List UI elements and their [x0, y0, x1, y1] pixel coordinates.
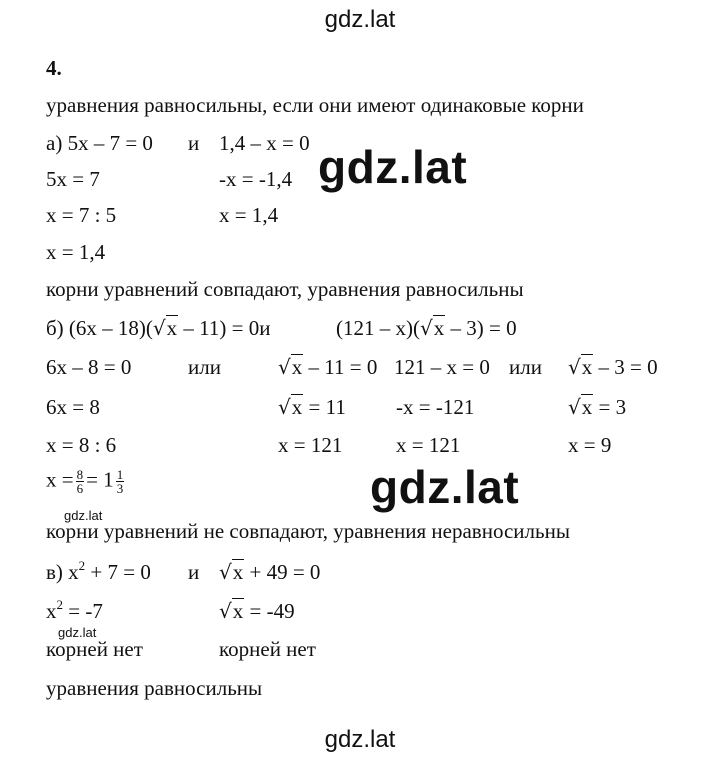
part-b-step: √x – 3 = 0: [568, 355, 658, 379]
part-b-eq1: б) (6x – 18)(√x – 11) = 0и: [46, 316, 271, 340]
watermark-top: gdz.lat: [324, 6, 396, 33]
part-a-step: x = 1,4: [219, 203, 279, 227]
watermark-bottom: gdz.lat: [324, 726, 396, 753]
part-a-step: 5x = 7: [46, 167, 100, 191]
part-b-step: √x = 11: [278, 395, 346, 419]
part-a-conclusion: корни уравнений совпадают, уравнения равносильны: [46, 277, 524, 301]
task-number: 4.: [46, 56, 62, 80]
part-c-step: $x^2 = -7$: [46, 597, 103, 623]
watermark-large: gdz.lat: [318, 141, 468, 193]
part-c-step: корней нет: [219, 637, 316, 661]
part-b-step: 6x = 8: [46, 395, 100, 419]
part-b-step: -x = -121: [396, 395, 475, 419]
part-b-or: или: [509, 355, 542, 379]
part-a-eq2: 1,4 – x = 0: [219, 131, 310, 155]
part-b-step: 121 – x = 0: [394, 355, 490, 379]
part-a-step: -x = -1,4: [219, 167, 293, 191]
watermark-small: gdz.lat: [64, 508, 103, 523]
watermark-large: gdz.lat: [370, 461, 520, 513]
part-b-step: x = 8 : 6: [46, 433, 117, 457]
part-b-step: x = 121: [278, 433, 343, 457]
part-c-eq2: √x + 49 = 0: [219, 560, 321, 584]
part-b-eq2: (121 – x)(√x – 3) = 0: [336, 316, 517, 340]
part-b-or: или: [188, 355, 221, 379]
part-c-conj: и: [188, 560, 200, 584]
watermark-small: gdz.lat: [58, 625, 97, 640]
part-c-conclusion: уравнения равносильны: [46, 676, 263, 700]
intro-text: уравнения равносильны, если они имеют одинаковые корни: [46, 93, 584, 117]
part-c-step: √x = -49: [219, 599, 295, 623]
part-b-step: √x = 3: [568, 395, 627, 419]
part-a-conj: и: [188, 131, 200, 155]
part-a-step: x = 1,4: [46, 240, 106, 264]
part-a-eq1: а) 5x – 7 = 0: [46, 131, 153, 155]
part-b-step: 6x – 8 = 0: [46, 355, 132, 379]
part-c-step: корней нет: [46, 637, 143, 661]
part-b-step: x = 121: [396, 433, 461, 457]
part-b-fraction-line: x = $\frac{8}{6}$ = 1 $\frac{1}{3}$: [46, 467, 124, 496]
part-b-step: √x – 11 = 0: [278, 355, 378, 379]
part-b-step: x = 9: [568, 433, 612, 457]
part-a-step: x = 7 : 5: [46, 203, 117, 227]
part-c-eq1: в) $x^2 + 7 = 0$: [46, 558, 151, 584]
part-b-conclusion: корни уравнений не совпадают, уравнения неравносильны: [46, 519, 570, 543]
